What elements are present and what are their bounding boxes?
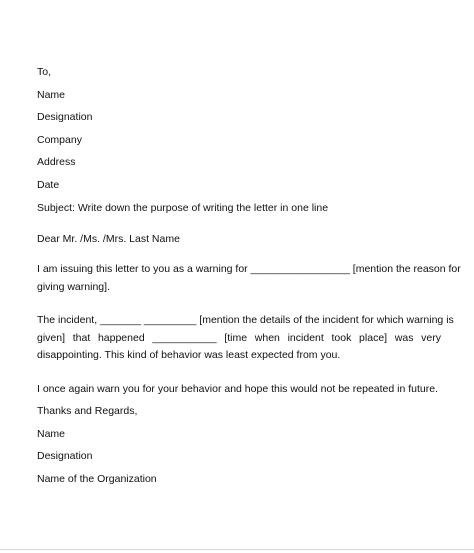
paragraph-warning-reason bbox=[37, 261, 461, 296]
paragraph-final-warning: I once again warn you for your behavior and hope this would not be repeated in future. bbox=[37, 383, 439, 395]
sender-organization: Name of the Organization bbox=[37, 473, 157, 485]
sender-name: Name bbox=[37, 428, 66, 440]
letter-date: Date bbox=[37, 179, 60, 191]
page-bottom-divider bbox=[0, 549, 474, 550]
subject-line: Subject: Write down the purpose of writing the letter in one line bbox=[37, 202, 329, 214]
recipient-company: Company bbox=[37, 134, 82, 146]
to-line: To, bbox=[37, 66, 52, 78]
paragraph-line: given] that happened ___________ [time when incident took place] was very bbox=[37, 331, 441, 344]
recipient-address: Address bbox=[37, 156, 76, 168]
paragraph-incident bbox=[37, 312, 454, 365]
sender-designation: Designation bbox=[37, 450, 93, 462]
paragraph-line: disappointing. This kind of behavior was least expected from you. bbox=[37, 349, 341, 361]
paragraph-line: giving warning]. bbox=[37, 280, 110, 293]
recipient-name: Name bbox=[37, 89, 66, 101]
salutation: Dear Mr. /Ms. /Mrs. Last Name bbox=[37, 233, 180, 245]
recipient-designation: Designation bbox=[37, 111, 93, 123]
paragraph-line: I am issuing this letter to you as a warning for _________________ [mention the reason for bbox=[37, 263, 461, 275]
closing: Thanks and Regards, bbox=[37, 405, 138, 417]
paragraph-line: The incident, _______ _________ [mention the details of the incident for which warning is bbox=[37, 314, 454, 326]
